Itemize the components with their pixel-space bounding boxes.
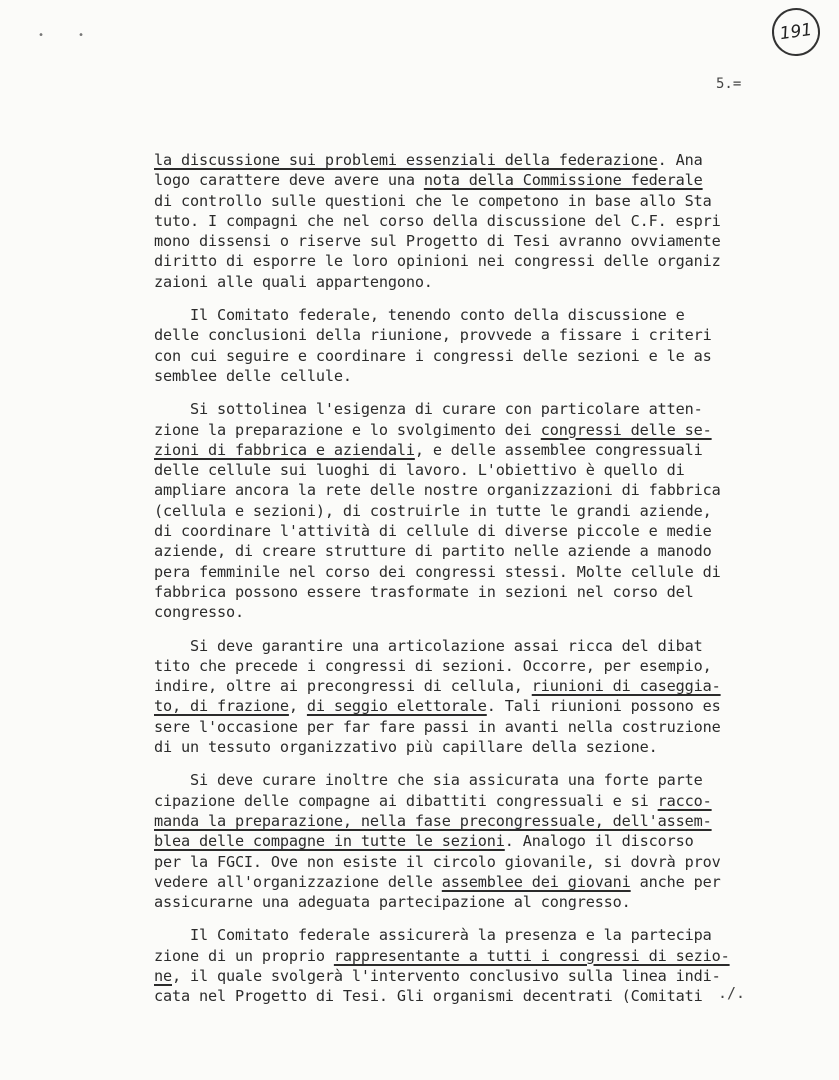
text-line bbox=[154, 420, 794, 440]
underlined-text: zioni di fabbrica e aziendali bbox=[154, 440, 415, 459]
text-segment: congresso. bbox=[154, 603, 244, 622]
text-line bbox=[154, 770, 794, 790]
text-line bbox=[154, 460, 794, 480]
text-line bbox=[154, 737, 794, 757]
text-segment: di coordinare l'attività di cellule di diverse piccole e medie bbox=[154, 522, 712, 541]
text-line bbox=[154, 986, 794, 1006]
paragraph bbox=[154, 399, 794, 622]
text-segment: per la FGCI. Ove non esiste il circolo giovanile, si dovrà prov bbox=[154, 852, 721, 871]
scan-specks: • • bbox=[38, 30, 99, 41]
underlined-text: la discussione sui problemi essenziali della federazione bbox=[154, 151, 658, 169]
continuation-mark: ./. bbox=[718, 984, 746, 1002]
text-line bbox=[154, 150, 794, 170]
underlined-text: racco- bbox=[657, 791, 712, 810]
page-number: 5.= bbox=[716, 76, 742, 92]
text-segment: semblee delle cellule. bbox=[154, 366, 352, 385]
text-line bbox=[154, 676, 794, 696]
text-line bbox=[154, 440, 794, 460]
underlined-text: nota della Commissione federale bbox=[423, 171, 703, 190]
text-line bbox=[154, 346, 794, 366]
text-line bbox=[154, 211, 794, 231]
text-segment: (cellula e sezioni), di costruirle in tutte le grandi aziende, bbox=[154, 501, 712, 520]
archive-number-stamp: 191 bbox=[769, 5, 823, 59]
text-segment: Il Comitato federale assicurerà la presenza e la partecipa bbox=[154, 926, 712, 945]
text-line bbox=[154, 521, 794, 541]
text-line bbox=[154, 366, 794, 386]
paragraph bbox=[154, 150, 794, 292]
text-segment: indire, oltre ai precongressi di cellula, bbox=[154, 677, 532, 696]
paragraph bbox=[154, 636, 794, 758]
text-segment: logo carattere deve avere una bbox=[154, 171, 424, 190]
text-segment: aziende, di creare strutture di partito nelle aziende a manodo bbox=[154, 542, 712, 561]
text-segment: Si deve garantire una articolazione assai ricca del dibat bbox=[154, 636, 703, 655]
text-segment: . Analogo il discorso bbox=[504, 832, 694, 851]
text-segment: delle conclusioni della riunione, provvede a fissare i criteri bbox=[154, 326, 712, 345]
underlined-text: riunioni di caseggia- bbox=[531, 677, 721, 696]
text-segment: , bbox=[288, 697, 307, 716]
text-line bbox=[154, 966, 794, 986]
text-segment: di controllo sulle questioni che le competono in base allo Sta bbox=[154, 191, 712, 210]
underlined-text: ne bbox=[154, 966, 172, 985]
text-line bbox=[154, 872, 794, 892]
text-line bbox=[154, 696, 794, 716]
text-segment: zione la preparazione e lo svolgimento dei bbox=[154, 420, 541, 439]
text-segment: tuto. I compagni che nel corso della discussione del C.F. espri bbox=[154, 211, 721, 230]
text-segment: cipazione delle compagne ai dibattiti congressuali e si bbox=[154, 791, 658, 810]
text-segment: . Tali riunioni possono es bbox=[486, 697, 721, 716]
text-line bbox=[154, 852, 794, 872]
text-line bbox=[154, 602, 794, 622]
underlined-text: manda la preparazione, nella fase precongressuale, dell'assem- bbox=[154, 811, 712, 830]
text-segment: zione di un proprio bbox=[154, 946, 334, 965]
underlined-text: congressi delle se- bbox=[540, 420, 712, 439]
text-segment: . Ana bbox=[657, 151, 703, 169]
text-line bbox=[154, 305, 794, 325]
text-line bbox=[154, 191, 794, 211]
text-segment: di un tessuto organizzativo più capillare della sezione. bbox=[154, 738, 658, 757]
text-segment: Il Comitato federale, tenendo conto della discussione e bbox=[154, 306, 685, 325]
paragraph bbox=[154, 305, 794, 386]
text-segment: cata nel Progetto di Tesi. Gli organismi decentrati (Comitati bbox=[154, 987, 703, 1006]
text-line bbox=[154, 231, 794, 251]
text-line bbox=[154, 170, 794, 190]
underlined-text: rappresentante a tutti i congressi di sezio- bbox=[333, 946, 730, 965]
text-segment: pera femminile nel corso dei congressi stessi. Molte cellule di bbox=[154, 562, 721, 581]
text-line bbox=[154, 480, 794, 500]
text-segment: diritto di esporre le loro opinioni nei congressi delle organiz bbox=[154, 252, 721, 271]
text-line bbox=[154, 501, 794, 521]
text-segment: Si sottolinea l'esigenza di curare con particolare atten- bbox=[154, 400, 703, 419]
text-segment: vedere all'organizzazione delle bbox=[154, 872, 442, 891]
text-segment: delle cellule sui luoghi di lavoro. L'obiettivo è quello di bbox=[154, 461, 685, 480]
text-segment: ampliare ancora la rete delle nostre organizzazioni di fabbrica bbox=[154, 481, 721, 500]
text-segment: assicurarne una adeguata partecipazione al congresso. bbox=[154, 893, 631, 912]
paragraph bbox=[154, 770, 794, 912]
text-segment: sere l'occasione per far fare passi in avanti nella costruzione bbox=[154, 717, 721, 736]
text-line bbox=[154, 892, 794, 912]
text-line bbox=[154, 562, 794, 582]
text-segment: fabbrica possono essere trasformate in sezioni nel corso del bbox=[154, 582, 694, 601]
text-line bbox=[154, 811, 794, 831]
text-line bbox=[154, 272, 794, 292]
text-segment: , il quale svolgerà l'intervento conclusivo sulla linea indi- bbox=[172, 966, 721, 985]
text-segment: con cui seguire e coordinare i congressi delle sezioni e le as bbox=[154, 346, 712, 365]
text-line bbox=[154, 831, 794, 851]
text-line bbox=[154, 582, 794, 602]
text-line bbox=[154, 636, 794, 656]
underlined-text: to, di frazione bbox=[154, 697, 289, 716]
underlined-text: assemblee dei giovani bbox=[441, 872, 631, 891]
text-line bbox=[154, 717, 794, 737]
document-body bbox=[154, 150, 794, 1020]
text-line bbox=[154, 541, 794, 561]
text-line bbox=[154, 251, 794, 271]
paragraph bbox=[154, 925, 794, 1006]
underlined-text: di seggio elettorale bbox=[306, 697, 487, 716]
text-line bbox=[154, 325, 794, 345]
text-segment: zaioni alle quali appartengono. bbox=[154, 272, 433, 291]
underlined-text: blea delle compagne in tutte le sezioni bbox=[154, 832, 505, 851]
text-line bbox=[154, 791, 794, 811]
text-line bbox=[154, 399, 794, 419]
text-line bbox=[154, 656, 794, 676]
text-segment: Si deve curare inoltre che sia assicurata una forte parte bbox=[154, 771, 703, 790]
text-segment: mono dissensi o riserve sul Progetto di Tesi avranno ovviamente bbox=[154, 232, 721, 251]
text-segment: , e delle assemblee congressuali bbox=[414, 440, 703, 459]
text-segment: anche per bbox=[630, 872, 721, 891]
text-segment: tito che precede i congressi di sezioni. Occorre, per esempio, bbox=[154, 656, 712, 675]
text-line bbox=[154, 946, 794, 966]
text-line bbox=[154, 925, 794, 945]
